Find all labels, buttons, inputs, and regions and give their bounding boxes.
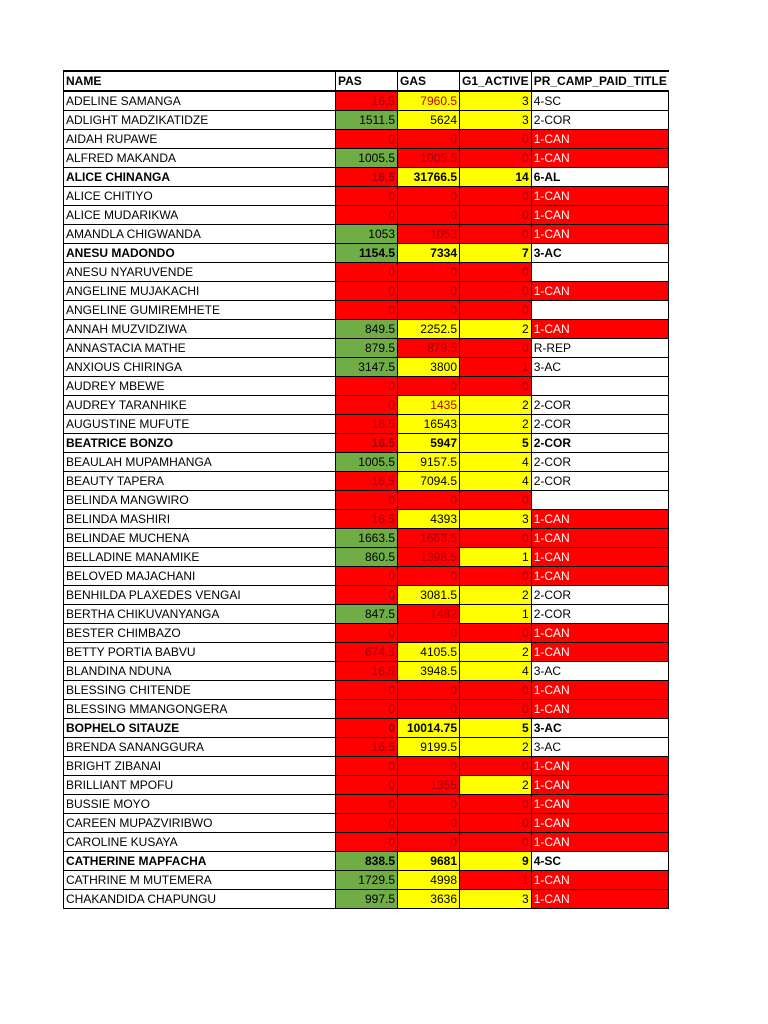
cell-g1-active[interactable]: 0 [460,795,532,814]
cell-g1-active[interactable]: 5 [460,719,532,738]
cell-gas[interactable]: 0 [398,757,460,776]
cell-g1-active[interactable]: 0 [460,567,532,586]
cell-pas[interactable]: 0 [336,263,398,282]
cell-pas[interactable]: 0 [336,187,398,206]
cell-name[interactable]: AUGUSTINE MUFUTE [64,415,336,434]
cell-pr-camp-paid-title[interactable]: 1-CAN [531,871,669,890]
table-row [64,719,669,738]
cell-gas[interactable]: 3636 [398,890,460,909]
cell-g1-active[interactable]: 4 [460,453,532,472]
cell-pas[interactable]: 16.5 [336,168,398,187]
cell-gas[interactable]: 1663.5 [398,529,460,548]
cell-pas[interactable]: 3147.5 [336,358,398,377]
cell-gas[interactable]: 7334 [398,244,460,263]
cell-g1-active[interactable]: 7 [460,244,532,263]
cell-pas[interactable]: 0 [336,491,398,510]
cell-gas[interactable]: 5947 [398,434,460,453]
cell-gas[interactable]: 31766.5 [398,168,460,187]
cell-g1-active[interactable]: 1 [460,548,532,567]
cell-pas[interactable]: 0 [336,757,398,776]
cell-gas[interactable]: 16543 [398,415,460,434]
cell-pr-camp-paid-title[interactable]: 2-COR [531,453,669,472]
cell-gas[interactable]: 4105.5 [398,643,460,662]
cell-g1-active[interactable]: 0 [460,681,532,700]
cell-pas[interactable]: 1729.5 [336,871,398,890]
cell-pas[interactable]: 0 [336,624,398,643]
table-row [64,757,669,776]
cell-gas[interactable]: 1398.5 [398,548,460,567]
cell-name[interactable]: BLESSING CHITENDE [64,681,336,700]
header-pas[interactable]: PAS [336,71,398,91]
table-row [64,491,669,510]
cell-g1-active[interactable]: 0 [460,225,532,244]
table-row [64,168,669,187]
cell-pr-camp-paid-title[interactable] [531,377,669,396]
cell-g1-active[interactable]: 0 [460,263,532,282]
cell-name[interactable]: BUSSIE MOYO [64,795,336,814]
cell-pas[interactable]: 0 [336,301,398,320]
cell-pas[interactable]: 16.5 [336,510,398,529]
cell-pas[interactable]: 0 [336,282,398,301]
cell-pas[interactable]: 0 [336,833,398,852]
table-row [64,225,669,244]
cell-gas[interactable]: 9199.5 [398,738,460,757]
cell-pr-camp-paid-title[interactable]: 1-CAN [531,282,669,301]
spreadsheet-table [63,70,669,909]
cell-name[interactable]: AUDREY TARANHIKE [64,396,336,415]
cell-name[interactable]: BENHILDA PLAXEDES VENGAI [64,586,336,605]
cell-name[interactable]: BRENDA SANANGGURA [64,738,336,757]
table-row [64,358,669,377]
cell-pas[interactable]: 0 [336,681,398,700]
cell-name[interactable]: BLESSING MMANGONGERA [64,700,336,719]
table-row [64,681,669,700]
cell-name[interactable]: ADELINE SAMANGA [64,91,336,111]
cell-gas[interactable]: 879.5 [398,339,460,358]
table-row [64,434,669,453]
cell-name[interactable]: CATHRINE M MUTEMERA [64,871,336,890]
header-pr-camp-paid-title[interactable]: PR_CAMP_PAID_TITLE [531,71,669,91]
cell-g1-active[interactable]: 0 [460,282,532,301]
cell-gas[interactable]: 0 [398,491,460,510]
cell-gas[interactable]: 5624 [398,111,460,130]
cell-pas[interactable]: 847.5 [336,605,398,624]
cell-pr-camp-paid-title[interactable]: 2-COR [531,396,669,415]
table-row [64,377,669,396]
cell-g1-active[interactable]: 0 [460,529,532,548]
cell-pr-camp-paid-title[interactable] [531,491,669,510]
cell-pas[interactable]: 0 [336,130,398,149]
table-row [64,415,669,434]
cell-g1-active[interactable]: 1 [460,871,532,890]
cell-pas[interactable]: 1053 [336,225,398,244]
cell-pr-camp-paid-title[interactable]: 1-CAN [531,206,669,225]
cell-g1-active[interactable]: 1 [460,605,532,624]
cell-pr-camp-paid-title[interactable]: 1-CAN [531,510,669,529]
cell-g1-active[interactable]: 3 [460,890,532,909]
table-row [64,301,669,320]
cell-g1-active[interactable]: 0 [460,624,532,643]
table-row [64,890,669,909]
cell-pas[interactable]: 16.5 [336,91,398,111]
cell-gas[interactable]: 3081.5 [398,586,460,605]
cell-gas[interactable]: 0 [398,681,460,700]
cell-pr-camp-paid-title[interactable]: 1-CAN [531,643,669,662]
cell-g1-active[interactable]: 0 [460,130,532,149]
cell-pas[interactable]: 0 [336,567,398,586]
cell-pr-camp-paid-title[interactable]: 1-CAN [531,890,669,909]
cell-gas[interactable]: 2252.5 [398,320,460,339]
cell-name[interactable]: CAREEN MUPAZVIRIBWO [64,814,336,833]
table-row [64,871,669,890]
cell-gas[interactable]: 4393 [398,510,460,529]
cell-gas[interactable]: 1435 [398,396,460,415]
cell-name[interactable]: BELINDA MANGWIRO [64,491,336,510]
cell-gas[interactable]: 0 [398,377,460,396]
table-row [64,643,669,662]
cell-pr-camp-paid-title[interactable]: 3-AC [531,719,669,738]
header-row [64,71,669,91]
table-row [64,852,669,871]
cell-pr-camp-paid-title[interactable]: 3-AC [531,244,669,263]
table-row [64,700,669,719]
cell-gas[interactable]: 0 [398,282,460,301]
table-row [64,586,669,605]
cell-pas[interactable]: 1005.5 [336,149,398,168]
cell-g1-active[interactable]: 14 [460,168,532,187]
cell-name[interactable]: ANGELINE GUMIREMHETE [64,301,336,320]
cell-pr-camp-paid-title[interactable]: 3-AC [531,662,669,681]
table-row [64,833,669,852]
cell-pr-camp-paid-title[interactable]: 3-AC [531,738,669,757]
cell-pr-camp-paid-title[interactable]: 6-AL [531,168,669,187]
cell-name[interactable]: ANNAH MUZVIDZIWA [64,320,336,339]
cell-gas[interactable]: 0 [398,567,460,586]
table-row [64,111,669,130]
cell-gas[interactable]: 1053 [398,225,460,244]
cell-g1-active[interactable]: 0 [460,187,532,206]
cell-name[interactable]: AUDREY MBEWE [64,377,336,396]
cell-pr-camp-paid-title[interactable]: 2-COR [531,472,669,491]
table-row [64,472,669,491]
table-row [64,263,669,282]
cell-pas[interactable]: 1663.5 [336,529,398,548]
cell-gas[interactable]: 9681 [398,852,460,871]
cell-pas[interactable]: 0 [336,776,398,795]
cell-pr-camp-paid-title[interactable] [531,263,669,282]
table-row [64,244,669,263]
cell-pr-camp-paid-title[interactable]: 1-CAN [531,624,669,643]
table-row [64,339,669,358]
cell-name[interactable]: BLANDINA NDUNA [64,662,336,681]
cell-pas[interactable]: 0 [336,795,398,814]
cell-g1-active[interactable]: 0 [460,491,532,510]
cell-gas[interactable]: 9157.5 [398,453,460,472]
cell-gas[interactable]: 3800 [398,358,460,377]
cell-name[interactable]: BEATRICE BONZO [64,434,336,453]
cell-pr-camp-paid-title[interactable]: 1-CAN [531,529,669,548]
cell-pr-camp-paid-title[interactable]: 1-CAN [531,130,669,149]
cell-pas[interactable]: 860.5 [336,548,398,567]
table-row [64,814,669,833]
cell-name[interactable]: BEAULAH MUPAMHANGA [64,453,336,472]
table-row [64,567,669,586]
cell-name[interactable]: BRIGHT ZIBANAI [64,757,336,776]
cell-pas[interactable]: 879.5 [336,339,398,358]
cell-g1-active[interactable]: 0 [460,339,532,358]
cell-name[interactable]: AMANDLA CHIGWANDA [64,225,336,244]
cell-pr-camp-paid-title[interactable]: 1-CAN [531,225,669,244]
cell-pr-camp-paid-title[interactable]: 2-COR [531,111,669,130]
cell-pr-camp-paid-title[interactable]: 2-COR [531,415,669,434]
cell-g1-active[interactable]: 5 [460,434,532,453]
cell-g1-active[interactable]: 2 [460,643,532,662]
cell-name[interactable]: ALICE MUDARIKWA [64,206,336,225]
cell-g1-active[interactable]: 2 [460,586,532,605]
cell-pr-camp-paid-title[interactable]: 1-CAN [531,567,669,586]
cell-pas[interactable]: 0 [336,700,398,719]
cell-gas[interactable]: 0 [398,206,460,225]
cell-g1-active[interactable]: 0 [460,700,532,719]
table-row [64,605,669,624]
table-row [64,529,669,548]
cell-pas[interactable]: 1511.5 [336,111,398,130]
table-row [64,776,669,795]
table-row [64,662,669,681]
header-gas[interactable]: GAS [398,71,460,91]
cell-g1-active[interactable]: 2 [460,738,532,757]
cell-pr-camp-paid-title[interactable]: 1-CAN [531,757,669,776]
cell-name[interactable]: ANESU NYARUVENDE [64,263,336,282]
cell-pr-camp-paid-title[interactable]: 1-CAN [531,187,669,206]
cell-gas[interactable]: 0 [398,700,460,719]
cell-pas[interactable]: 0 [336,396,398,415]
cell-pr-camp-paid-title[interactable]: 1-CAN [531,814,669,833]
cell-name[interactable]: ALFRED MAKANDA [64,149,336,168]
cell-gas[interactable]: 1482 [398,605,460,624]
cell-gas[interactable]: 0 [398,833,460,852]
cell-g1-active[interactable]: 2 [460,776,532,795]
cell-pr-camp-paid-title[interactable]: 4-SC [531,91,669,111]
cell-g1-active[interactable]: 3 [460,91,532,111]
cell-pr-camp-paid-title[interactable]: 1-CAN [531,149,669,168]
cell-pr-camp-paid-title[interactable]: 1-CAN [531,681,669,700]
cell-name[interactable]: BELINDAE MUCHENA [64,529,336,548]
cell-pr-camp-paid-title[interactable]: 1-CAN [531,833,669,852]
cell-name[interactable]: CHAKANDIDA CHAPUNGU [64,890,336,909]
header-name[interactable]: NAME [64,71,336,91]
cell-pas[interactable]: 16.5 [336,662,398,681]
cell-name[interactable]: BELLADINE MANAMIKE [64,548,336,567]
cell-pr-camp-paid-title[interactable]: 3-AC [531,358,669,377]
table-row [64,510,669,529]
cell-g1-active[interactable]: 0 [460,301,532,320]
cell-pr-camp-paid-title[interactable]: 1-CAN [531,320,669,339]
cell-name[interactable]: ADLIGHT MADZIKATIDZE [64,111,336,130]
cell-gas[interactable]: 7094.5 [398,472,460,491]
cell-name[interactable]: CAROLINE KUSAYA [64,833,336,852]
table-row [64,396,669,415]
cell-gas[interactable]: 7960.5 [398,91,460,111]
table-row [64,795,669,814]
cell-g1-active[interactable]: 3 [460,510,532,529]
cell-name[interactable]: BELOVED MAJACHANI [64,567,336,586]
cell-pas[interactable]: 997.5 [336,890,398,909]
cell-name[interactable]: AIDAH RUPAWE [64,130,336,149]
cell-pr-camp-paid-title[interactable]: 1-CAN [531,795,669,814]
cell-pas[interactable]: 16.5 [336,738,398,757]
table-row [64,91,669,111]
cell-pas[interactable]: 1154.5 [336,244,398,263]
cell-name[interactable]: CATHERINE MAPFACHA [64,852,336,871]
cell-name[interactable]: BETTY PORTIA BABVU [64,643,336,662]
cell-pr-camp-paid-title[interactable]: 2-COR [531,586,669,605]
table-row [64,282,669,301]
cell-pas[interactable]: 0 [336,586,398,605]
cell-name[interactable]: BRILLIANT MPOFU [64,776,336,795]
table-row [64,453,669,472]
cell-g1-active[interactable]: 0 [460,149,532,168]
cell-pr-camp-paid-title[interactable]: 2-COR [531,434,669,453]
cell-g1-active[interactable]: 0 [460,206,532,225]
cell-name[interactable]: ANGELINE MUJAKACHI [64,282,336,301]
cell-pas[interactable]: 0 [336,377,398,396]
cell-g1-active[interactable]: 0 [460,814,532,833]
cell-name[interactable]: ALICE CHITIYO [64,187,336,206]
cell-gas[interactable]: 0 [398,624,460,643]
cell-pas[interactable]: 1005.5 [336,453,398,472]
cell-g1-active[interactable]: 3 [460,111,532,130]
table-row [64,548,669,567]
cell-name[interactable]: BERTHA CHIKUVANYANGA [64,605,336,624]
table-row [64,130,669,149]
cell-gas[interactable]: 0 [398,130,460,149]
table-row [64,149,669,168]
cell-pas[interactable]: 838.5 [336,852,398,871]
cell-pas[interactable]: 0 [336,206,398,225]
cell-pas[interactable]: 849.5 [336,320,398,339]
cell-g1-active[interactable]: 0 [460,757,532,776]
cell-pr-camp-paid-title[interactable]: 1-CAN [531,776,669,795]
cell-g1-active[interactable]: 2 [460,320,532,339]
cell-g1-active[interactable]: 0 [460,377,532,396]
cell-g1-active[interactable]: 9 [460,852,532,871]
cell-g1-active[interactable]: 2 [460,415,532,434]
cell-gas[interactable]: 0 [398,795,460,814]
cell-gas[interactable]: 10014.75 [398,719,460,738]
cell-gas[interactable]: 1355 [398,776,460,795]
cell-pr-camp-paid-title[interactable]: 4-SC [531,852,669,871]
cell-name[interactable]: ANXIOUS CHIRINGA [64,358,336,377]
cell-gas[interactable]: 0 [398,187,460,206]
cell-pr-camp-paid-title[interactable]: 1-CAN [531,700,669,719]
cell-name[interactable]: ANESU MADONDO [64,244,336,263]
cell-pr-camp-paid-title[interactable]: R-REP [531,339,669,358]
cell-gas[interactable]: 3948.5 [398,662,460,681]
cell-pas[interactable]: 0 [336,719,398,738]
cell-name[interactable]: BEAUTY TAPERA [64,472,336,491]
table-row [64,624,669,643]
table-row [64,187,669,206]
cell-pr-camp-paid-title[interactable]: 1-CAN [531,548,669,567]
cell-pas[interactable]: 16.5 [336,434,398,453]
table-row [64,206,669,225]
cell-name[interactable]: BESTER CHIMBAZO [64,624,336,643]
cell-pr-camp-paid-title[interactable]: 2-COR [531,605,669,624]
table-row [64,320,669,339]
cell-pas[interactable]: 0 [336,814,398,833]
cell-gas[interactable]: 0 [398,263,460,282]
header-g1-active[interactable]: G1_ACTIVE [460,71,532,91]
cell-pas[interactable]: 16.5 [336,472,398,491]
cell-g1-active[interactable]: 4 [460,662,532,681]
cell-pas[interactable]: 674.5 [336,643,398,662]
table-row [64,738,669,757]
cell-gas[interactable]: 0 [398,301,460,320]
table-body [64,91,669,909]
cell-g1-active[interactable]: 0 [460,833,532,852]
cell-g1-active[interactable]: 1 [460,358,532,377]
cell-gas[interactable]: 4998 [398,871,460,890]
cell-pr-camp-paid-title[interactable] [531,301,669,320]
cell-name[interactable]: ANNASTACIA MATHE [64,339,336,358]
cell-g1-active[interactable]: 2 [460,396,532,415]
cell-gas[interactable]: 0 [398,814,460,833]
cell-g1-active[interactable]: 4 [460,472,532,491]
cell-pas[interactable]: 16.5 [336,415,398,434]
cell-name[interactable]: BELINDA MASHIRI [64,510,336,529]
cell-gas[interactable]: 1005.5 [398,149,460,168]
cell-name[interactable]: ALICE CHINANGA [64,168,336,187]
cell-name[interactable]: BOPHELO SITAUZE [64,719,336,738]
